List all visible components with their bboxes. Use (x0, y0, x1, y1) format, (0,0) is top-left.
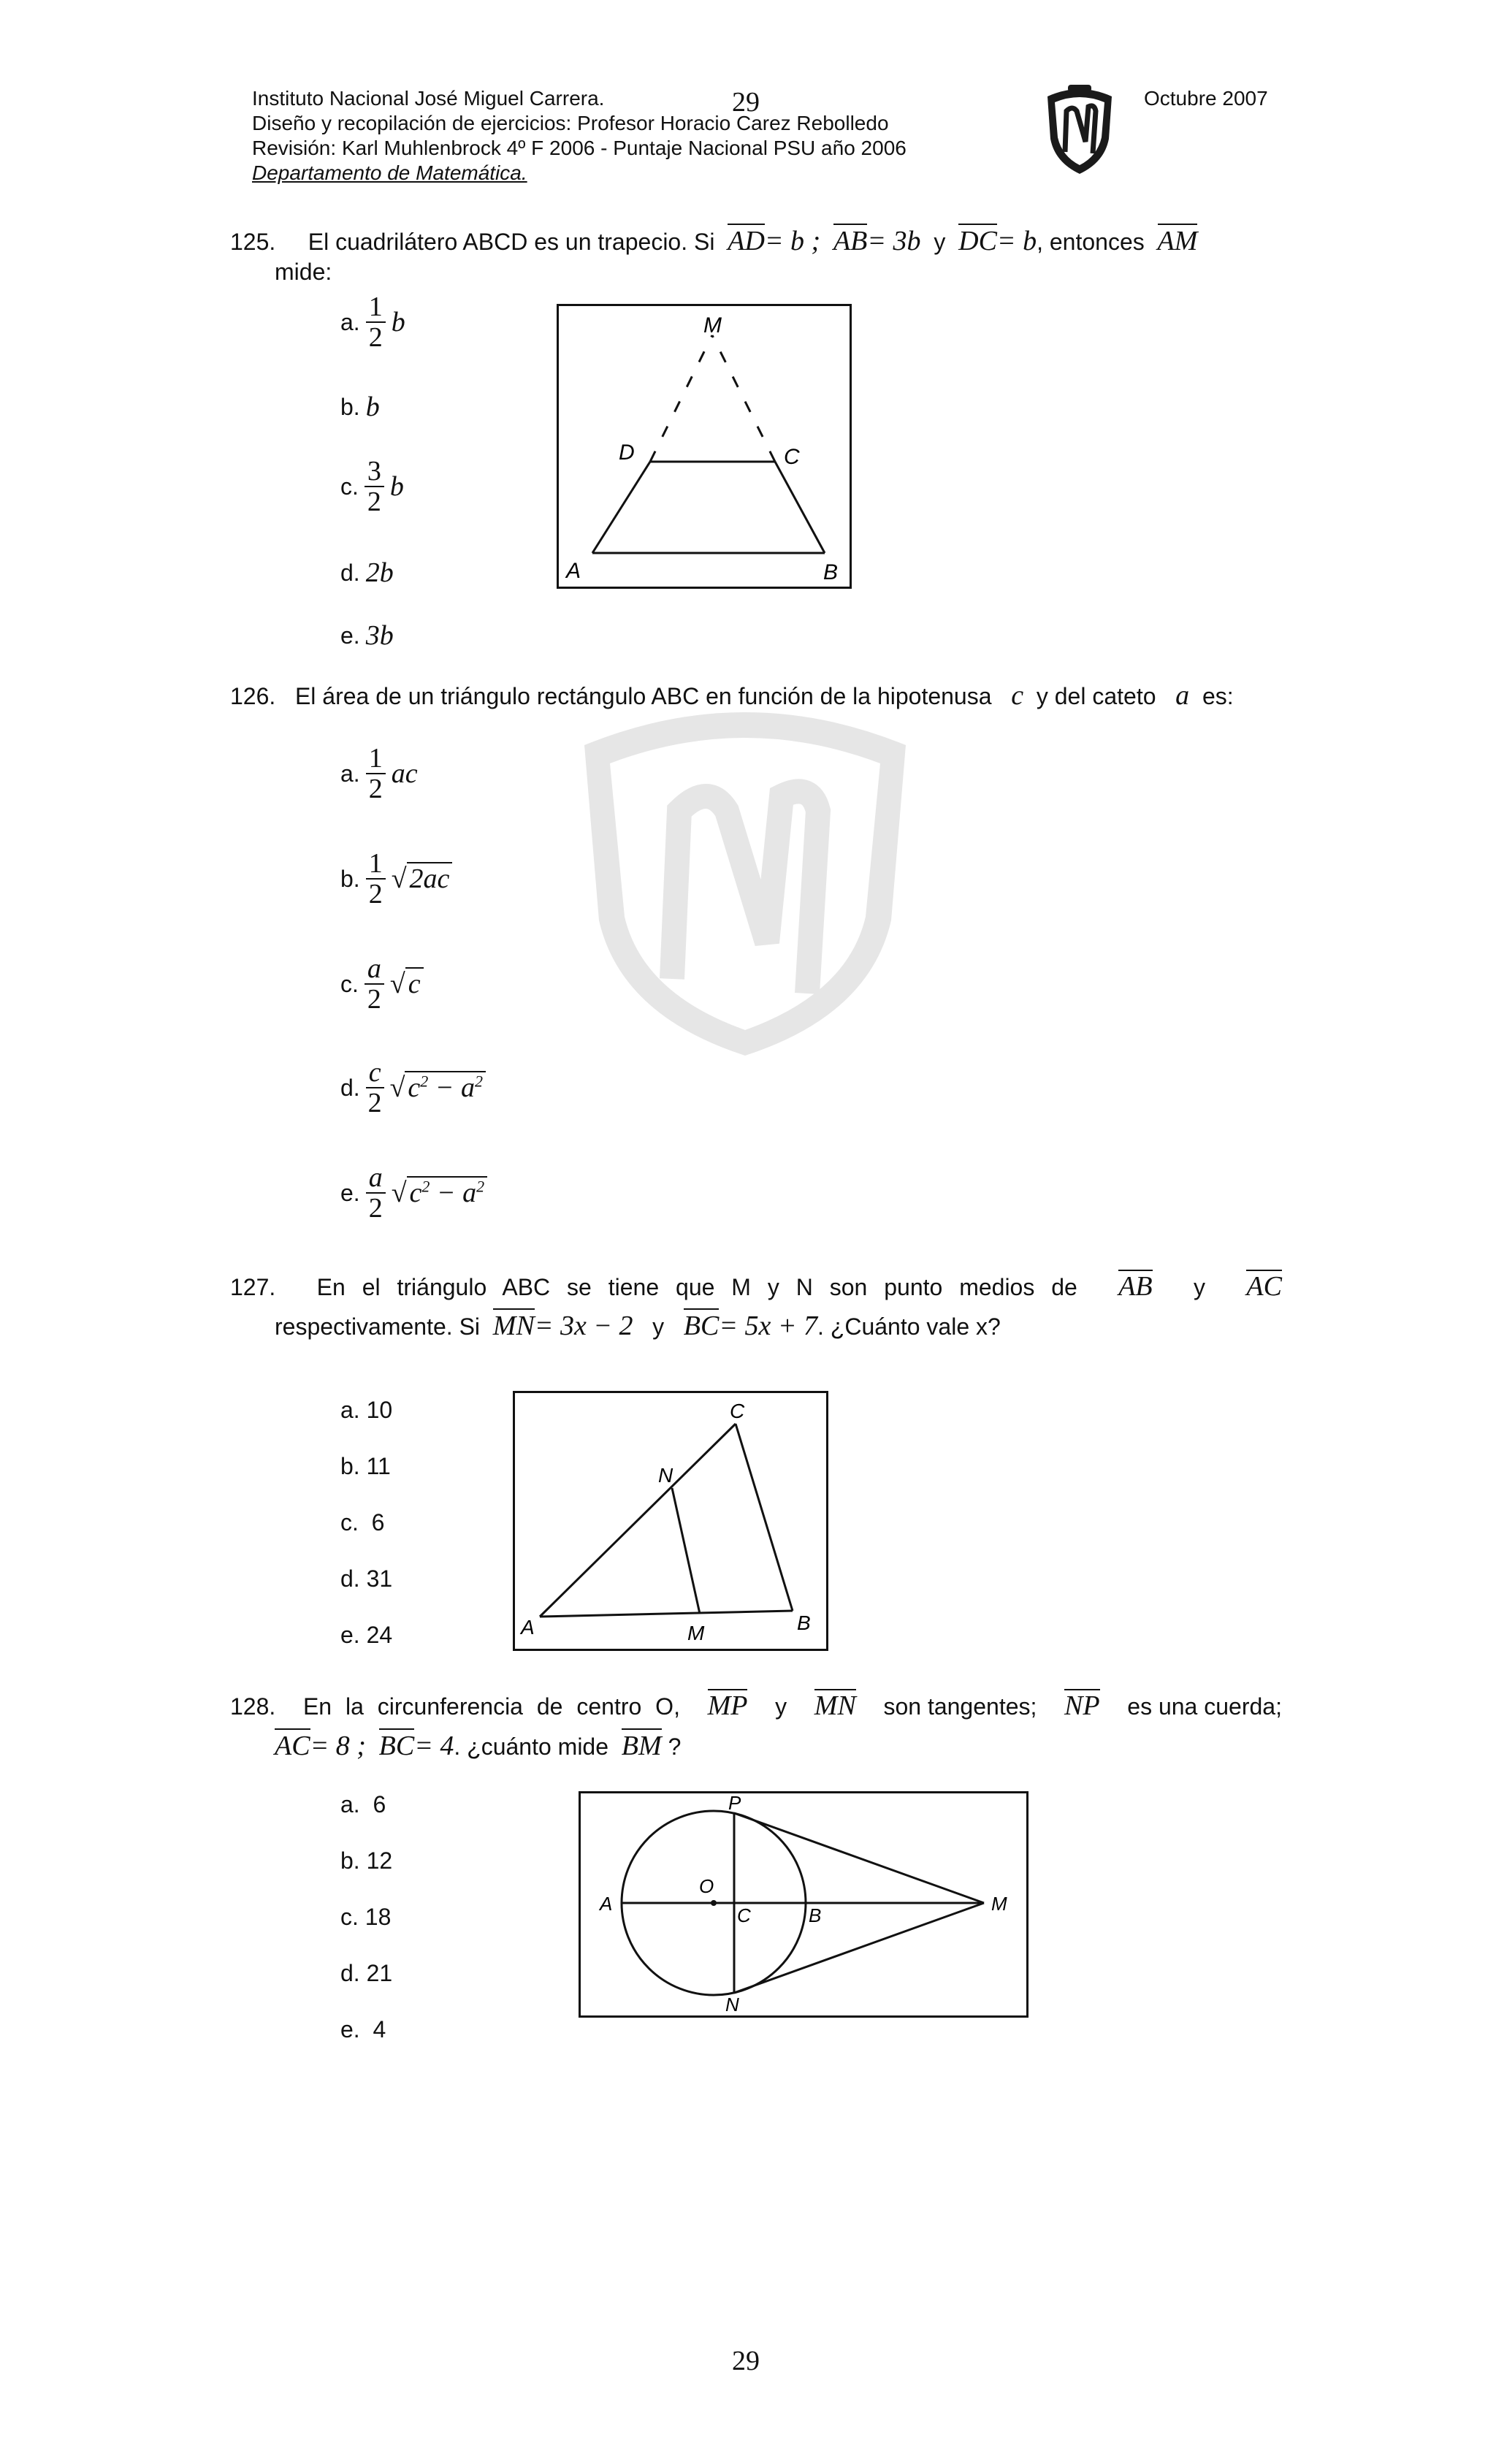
q128-segment-bm: BM (622, 1728, 662, 1761)
q125-text-intro: El cuadrilátero ABCD es un trapecio. Si (308, 229, 715, 255)
radicand-minus-a: − a (428, 1072, 475, 1103)
exponent: 2 (420, 1072, 429, 1091)
q127-option-a (340, 1397, 392, 1453)
exponent: 2 (421, 1177, 430, 1196)
vertex-label-b: B (823, 560, 839, 584)
denominator: 2 (368, 1193, 383, 1224)
option-label: e. (340, 2016, 360, 2042)
option-label: b. (340, 865, 360, 892)
header-date: Octubre 2007 (1144, 87, 1268, 110)
q125-option-e (340, 619, 394, 652)
tangent-mn (734, 1903, 984, 1993)
vertex-label-b: B (797, 1611, 811, 1634)
q128-statement (230, 1689, 1282, 1721)
q125-dc-rhs: = b (996, 226, 1037, 256)
vertex-label-m: M (703, 313, 722, 337)
denominator: 2 (368, 774, 383, 804)
q126-text-intro: El área de un triángulo rectángulo ABC en función de la hipotenusa (294, 683, 992, 709)
q127-statement (230, 1270, 1282, 1302)
q128-conjunction: y (775, 1693, 787, 1720)
numerator: 1 (366, 849, 386, 880)
radicand-c: c (409, 1178, 422, 1208)
option-label: e. (340, 1622, 360, 1648)
square-root: √ $c^2 - a^2$ (392, 1177, 487, 1209)
vertex-label-m: M (687, 1622, 705, 1644)
dashed-extension-cm (712, 335, 775, 462)
exponent: 2 (474, 1072, 483, 1091)
radicand: 2ac (407, 862, 453, 894)
watermark-crest (570, 687, 920, 1059)
q125-segment-am: AM (1158, 224, 1198, 256)
option-value: 3b (365, 620, 394, 651)
denominator: 2 (367, 487, 381, 517)
side-ac (540, 1424, 736, 1617)
tangent-mp (734, 1813, 984, 1903)
center-point-o (711, 1900, 717, 1906)
q126-option-c (340, 954, 424, 1014)
header-revision: Revisión: Karl Muhlenbrock 4º F 2006 - Puntaje Nacional PSU año 2006 (252, 137, 907, 159)
option-label: a. (340, 760, 360, 787)
q126-hypotenuse: c (1011, 680, 1024, 711)
q126-statement (230, 681, 1234, 711)
option-label: c. (340, 970, 359, 997)
q128-ac-rhs: = 8 ; (310, 1731, 366, 1761)
radicand (407, 1176, 488, 1208)
point-label-m: M (991, 1893, 1007, 1915)
q127-options (340, 1397, 392, 1678)
circle-tangent-diagram (581, 1793, 1026, 2015)
square-root: √ c (390, 968, 424, 1000)
numerator: a (365, 954, 384, 985)
option-label: e. (340, 622, 360, 649)
q125-option-c (340, 457, 404, 516)
q125-segment-ad: AD (728, 224, 765, 256)
q125-option-d (340, 557, 394, 589)
option-value: 6 (371, 1509, 385, 1536)
q125-trapezoid-figure (557, 304, 852, 589)
option-value: 24 (366, 1622, 393, 1648)
q127-text-intro: En el triángulo ABC se tiene que M y N son punto medios de (316, 1274, 1077, 1300)
q128-question-mark: ? (668, 1733, 682, 1760)
numerator: 3 (365, 457, 384, 487)
option-value: b (365, 392, 380, 422)
q127-bc-rhs: = 5x + 7 (719, 1311, 818, 1341)
q127-segment-bc: BC (684, 1308, 720, 1341)
denominator: 2 (367, 984, 381, 1015)
q128-bc-rhs: = 4 (414, 1731, 454, 1761)
q128-segment-bc: BC (379, 1728, 415, 1761)
q127-option-e (340, 1622, 392, 1678)
option-value: 11 (366, 1453, 391, 1479)
q125-statement (230, 226, 1197, 256)
vertex-label-c: C (730, 1400, 745, 1422)
option-label: a. (340, 308, 360, 335)
q127-text-respectively: respectivamente. Si (275, 1313, 481, 1340)
fraction (365, 954, 384, 1014)
q126-option-e (340, 1163, 487, 1223)
side-bc (775, 462, 825, 553)
denominator: 2 (368, 879, 383, 909)
option-value: 18 (365, 1904, 392, 1930)
option-label: b. (340, 1847, 360, 1874)
dashed-extension-dm (650, 335, 712, 462)
q127-conjunction-2: y (652, 1313, 665, 1340)
footer-page-number: 29 (732, 2346, 760, 2376)
fraction (366, 744, 386, 804)
q128-statement-line2 (275, 1731, 681, 1761)
fraction (366, 292, 386, 352)
point-label-p: P (728, 1793, 741, 1814)
q128-segment-mp: MP (707, 1690, 748, 1721)
q127-statement-line2 (275, 1311, 1001, 1341)
q126-text-middle: y del cateto (1036, 683, 1156, 709)
option-label: d. (340, 1960, 360, 1986)
q126-option-a (340, 744, 418, 804)
q126-number: 126. (230, 683, 276, 709)
point-label-o: O (699, 1875, 714, 1897)
q125-option-a (340, 292, 405, 352)
option-value: 21 (366, 1960, 393, 1986)
option-label: c. (340, 1904, 359, 1930)
q128-text-tangents: son tangentes; (883, 1693, 1037, 1720)
q126-text-end: es: (1202, 683, 1234, 709)
q127-conjunction: y (1194, 1274, 1206, 1300)
square-root: √ 2ac (392, 863, 453, 895)
radicand (405, 1071, 486, 1103)
radicand-minus-a: − a (430, 1178, 477, 1208)
option-label: a. (340, 1791, 360, 1818)
q128-segment-mn: MN (814, 1690, 856, 1721)
q128-circle-figure (579, 1791, 1028, 2018)
numerator: a (366, 1163, 386, 1194)
exponent: 2 (476, 1177, 485, 1196)
point-label-a: A (600, 1893, 613, 1915)
q128-option-b (340, 1847, 392, 1904)
numerator: 1 (366, 292, 386, 323)
option-variable: b (391, 307, 405, 337)
q128-number: 128. (230, 1693, 276, 1720)
midsegment-mn (672, 1488, 700, 1614)
option-value: 4 (373, 2016, 386, 2042)
q128-segment-ac: AC (275, 1728, 310, 1761)
option-variable: b (389, 471, 404, 502)
school-crest-logo (1043, 82, 1116, 177)
q127-option-b (340, 1453, 392, 1509)
option-label: d. (340, 1565, 360, 1592)
q128-segment-np: NP (1064, 1690, 1100, 1721)
q127-question: . ¿Cuánto vale x? (817, 1313, 1001, 1340)
q125-conjunction: y (934, 229, 946, 255)
q125-ad-rhs: = b ; (764, 226, 821, 256)
option-label: e. (340, 1179, 360, 1206)
q128-options (340, 1791, 392, 2072)
vertex-label-a: A (521, 1616, 535, 1639)
fraction (366, 1058, 384, 1118)
q125-option-b (340, 391, 380, 423)
numerator: 1 (366, 744, 386, 774)
numerator: c (366, 1058, 384, 1088)
q126-leg: a (1175, 680, 1190, 711)
option-variable: ac (391, 758, 418, 789)
q127-segment-ac: AC (1246, 1271, 1282, 1302)
point-label-c: C (737, 1904, 751, 1926)
q128-text-intro: En la circunferencia de centro O, (302, 1693, 680, 1720)
option-label: a. (340, 1397, 360, 1423)
option-value: 2b (365, 557, 394, 588)
q125-segment-ab: AB (833, 224, 867, 256)
option-value: 10 (366, 1397, 393, 1423)
q127-triangle-figure (513, 1391, 828, 1651)
q127-segment-ab: AB (1118, 1271, 1153, 1302)
radicand-c: c (408, 1072, 421, 1103)
q128-option-a (340, 1791, 392, 1847)
q128-option-c (340, 1904, 392, 1960)
denominator: 2 (368, 322, 383, 353)
q128-text-chord: es una cuerda; (1127, 1693, 1282, 1720)
side-ad (592, 462, 650, 553)
fraction (365, 457, 384, 516)
q127-option-d (340, 1565, 392, 1622)
option-value: 31 (366, 1565, 393, 1592)
option-label: b. (340, 1453, 360, 1479)
point-label-n: N (725, 1994, 739, 2015)
denominator: 2 (367, 1088, 382, 1118)
radicand: c (405, 967, 424, 999)
q125-then: , entonces (1037, 229, 1145, 255)
triangle-diagram (515, 1393, 826, 1649)
option-label: d. (340, 1074, 360, 1101)
q125-number: 125. (230, 229, 276, 255)
fraction (366, 849, 386, 909)
header-page-number: 29 (732, 87, 760, 118)
vertex-label-n: N (658, 1464, 673, 1487)
q127-mn-rhs: = 3x − 2 (534, 1311, 633, 1341)
option-value: 6 (373, 1791, 386, 1818)
q127-number: 127. (230, 1274, 276, 1300)
square-root: √ $c^2 - a^2$ (390, 1072, 486, 1104)
option-label: c. (340, 473, 359, 500)
q125-segment-dc: DC (958, 224, 997, 256)
header-department: Departamento de Matemática. (252, 161, 527, 184)
q127-segment-mn: MN (493, 1308, 535, 1341)
header-author: Diseño y recopilación de ejercicios: Profesor Horacio Carez Rebolledo (252, 112, 889, 134)
q125-text-mide: mide: (275, 259, 332, 285)
q128-option-e (340, 2016, 392, 2072)
side-bc (736, 1424, 793, 1611)
q125-ab-rhs: = 3b (867, 226, 921, 256)
option-label: c. (340, 1509, 359, 1536)
q126-option-d (340, 1058, 486, 1118)
trapezoid-diagram (559, 306, 850, 587)
vertex-label-d: D (619, 440, 635, 465)
point-label-b: B (809, 1904, 822, 1926)
fraction (366, 1163, 386, 1223)
q128-option-d (340, 1960, 392, 2016)
option-label: d. (340, 559, 360, 586)
side-ab (540, 1611, 793, 1617)
vertex-label-a: A (566, 559, 581, 583)
q126-option-b (340, 849, 452, 909)
option-value: 12 (366, 1847, 393, 1874)
q127-option-c (340, 1509, 392, 1565)
q128-question: . ¿cuánto mide (454, 1733, 609, 1760)
option-label: b. (340, 393, 360, 420)
header-institution: Instituto Nacional José Miguel Carrera. (252, 87, 605, 110)
vertex-label-c: C (784, 445, 800, 469)
